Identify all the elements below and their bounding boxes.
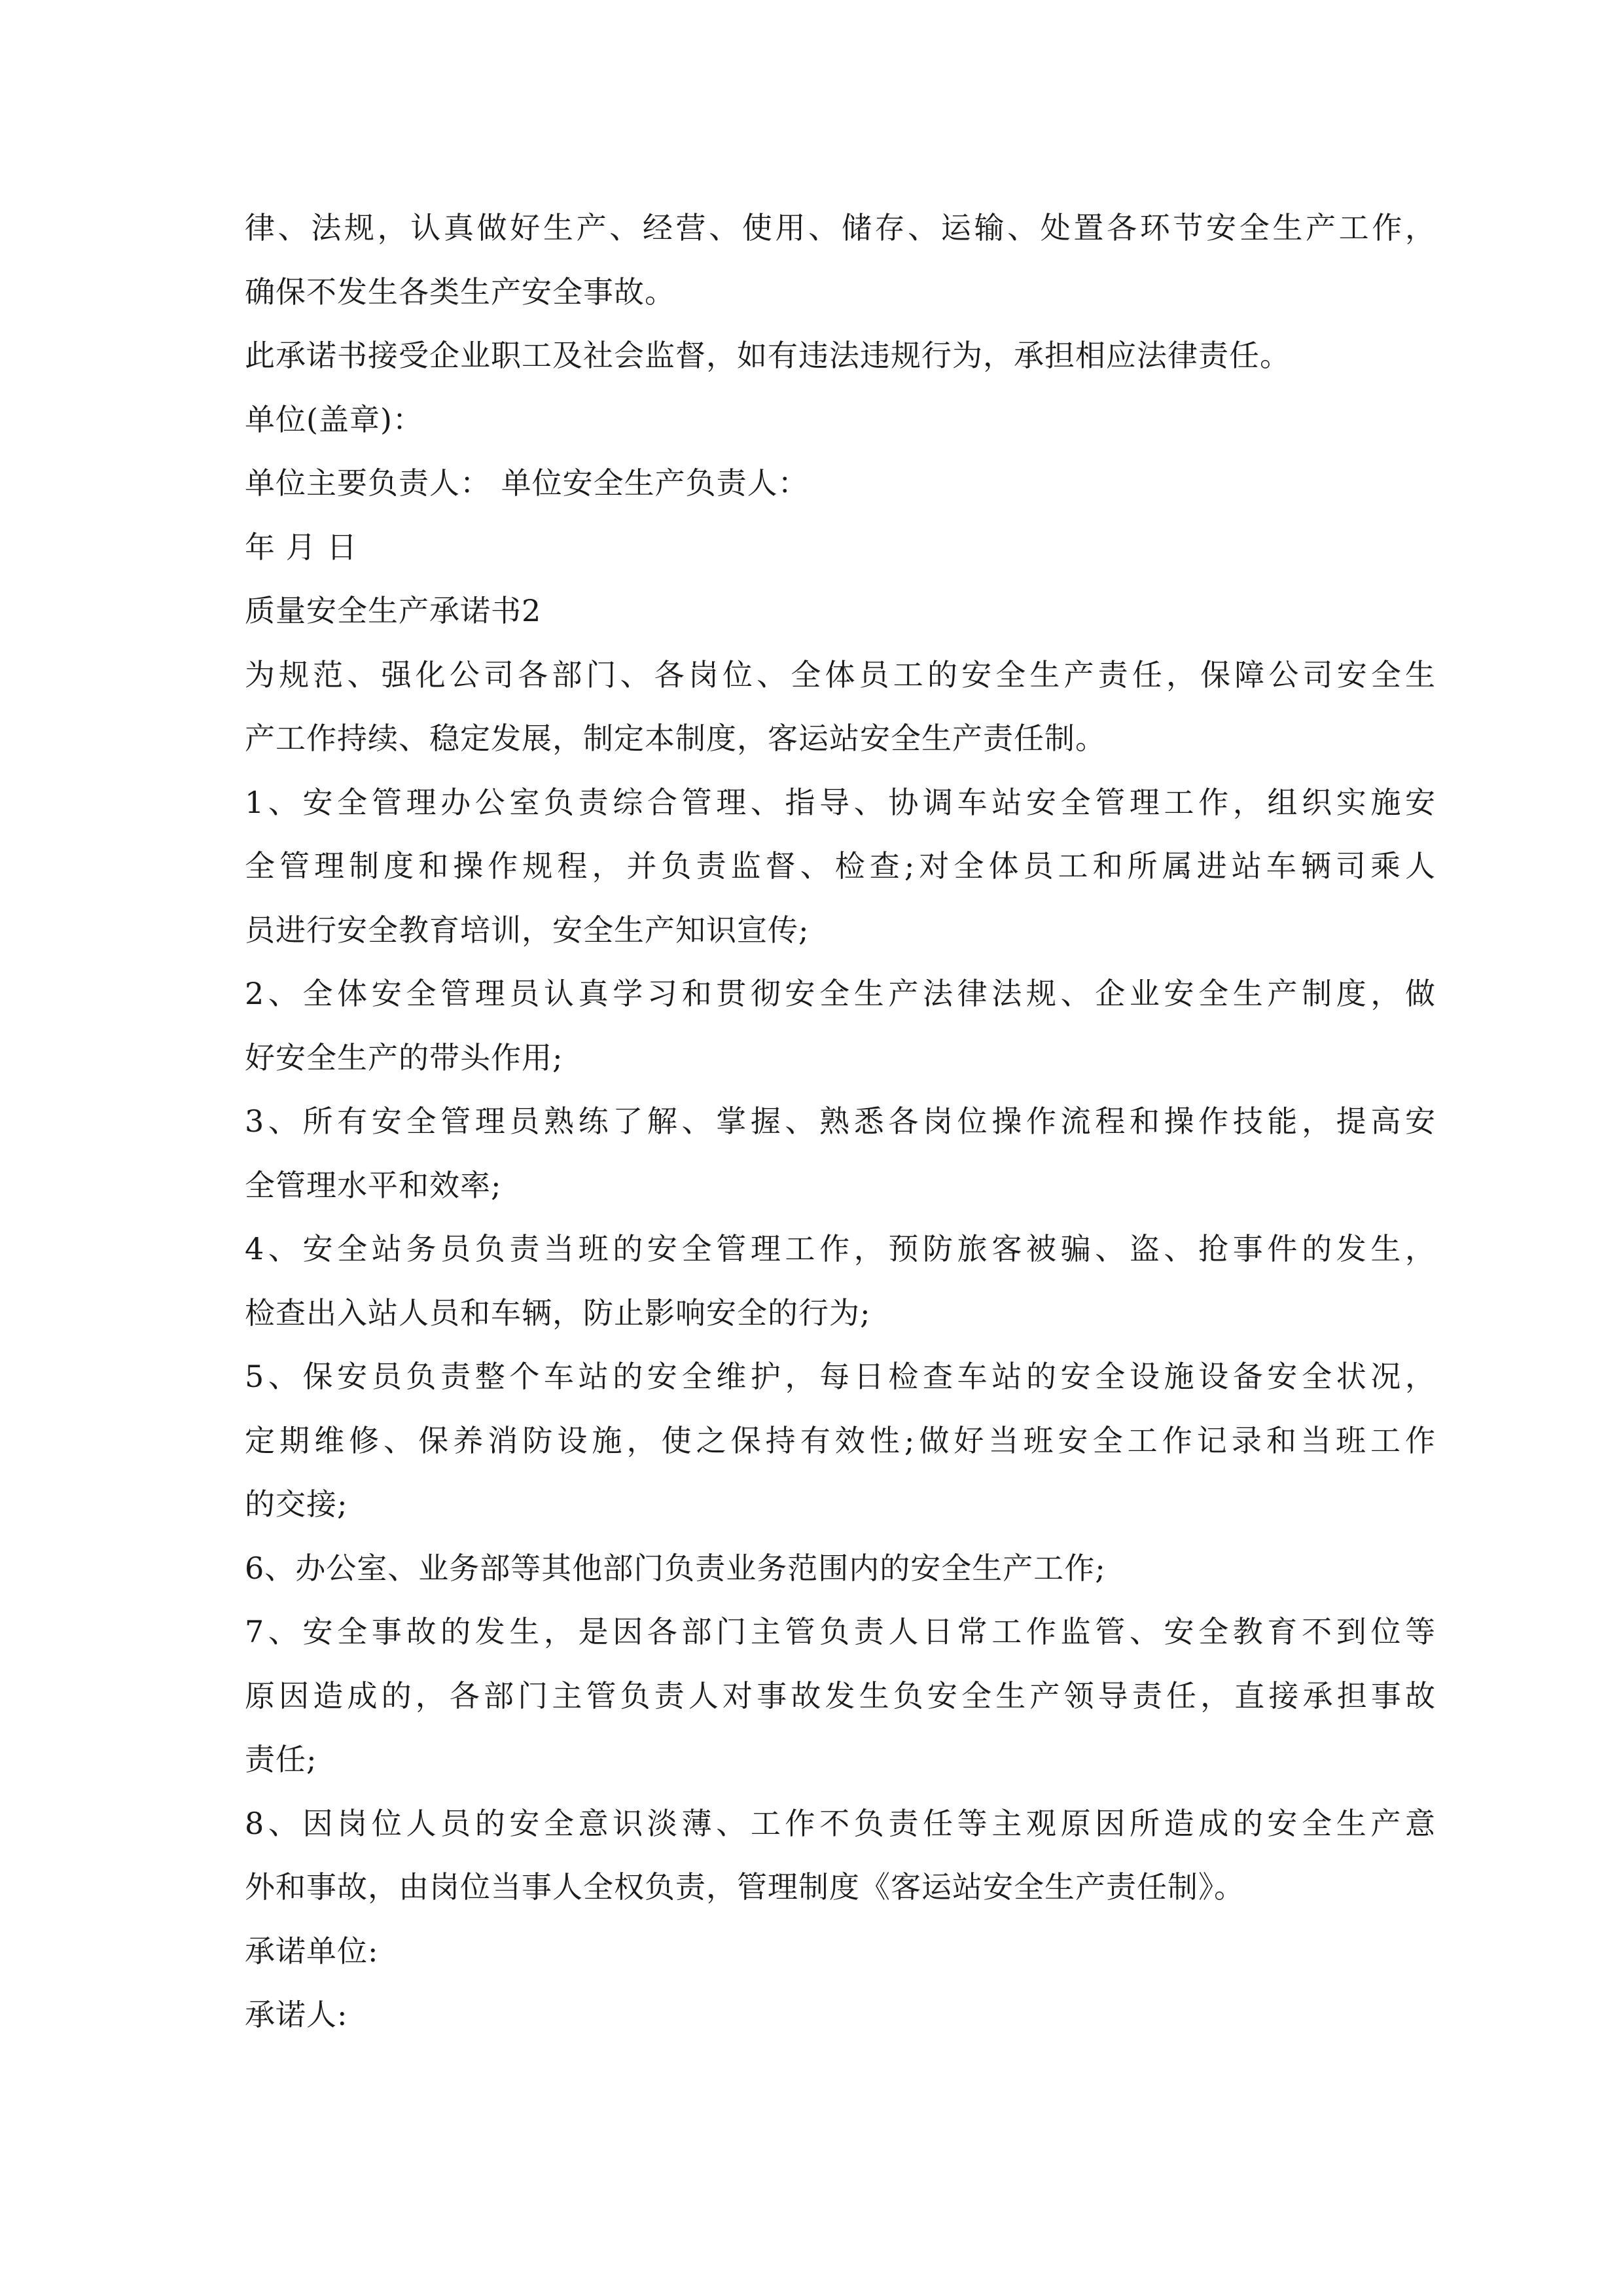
text-line: 4、安全站务员负责当班的安全管理工作，预防旅客被骗、盗、抢事件的发生，	[245, 1231, 1436, 1266]
text-line: 全管理制度和操作规程，并负责监督、检查;对全体员工和所属进站车辆司乘人	[245, 848, 1436, 884]
text-line: 单位主要负责人： 单位安全生产负责人：	[245, 465, 809, 501]
text-line: 检查出入站人员和车辆，防止影响安全的行为;	[245, 1295, 871, 1331]
text-line: 外和事故，由岗位当事人全权负责，管理制度《客运站安全生产责任制》。	[245, 1869, 1245, 1905]
text-line: 单位(盖章)：	[245, 401, 423, 437]
section-title: 质量安全生产承诺书2	[245, 593, 542, 628]
text-line: 承诺人:	[245, 1997, 348, 2032]
text-line: 为规范、强化公司各部门、各岗位、全体员工的安全生产责任，保障公司安全生	[245, 656, 1436, 692]
text-line: 年 月 日	[245, 529, 358, 565]
text-line: 3、所有安全管理员熟练了解、掌握、熟悉各岗位操作流程和操作技能，提高安	[245, 1103, 1436, 1139]
text-line: 8、因岗位人员的安全意识淡薄、工作不负责任等主观原因所造成的安全生产意	[245, 1805, 1436, 1841]
text-line: 5、保安员负责整个车站的安全维护，每日检查车站的安全设施设备安全状况，	[245, 1359, 1436, 1394]
document-body	[245, 196, 1436, 2047]
text-line: 此承诺书接受企业职工及社会监督，如有违法违规行为，承担相应法律责任。	[245, 338, 1291, 373]
text-line: 7、安全事故的发生，是因各部门主管负责人日常工作监管、安全教育不到位等	[245, 1614, 1436, 1649]
text-line: 好安全生产的带头作用;	[245, 1039, 563, 1075]
text-line: 全管理水平和效率;	[245, 1167, 502, 1203]
text-line: 产工作持续、稳定发展，制定本制度，客运站安全生产责任制。	[245, 721, 1106, 756]
text-line: 确保不发生各类生产安全事故。	[245, 274, 675, 310]
text-line: 原因造成的，各部门主管负责人对事故发生负安全生产领导责任，直接承担事故	[245, 1677, 1436, 1713]
text-line: 的交接;	[245, 1486, 348, 1522]
text-line: 责任;	[245, 1742, 317, 1777]
text-line: 员进行安全教育培训，安全生产知识宣传;	[245, 912, 810, 948]
text-line: 律、法规，认真做好生产、经营、使用、储存、运输、处置各环节安全生产工作，	[245, 210, 1436, 245]
text-line: 1、安全管理办公室负责综合管理、指导、协调车站安全管理工作，组织实施安	[245, 784, 1436, 820]
text-line: 2、全体安全管理员认真学习和贯彻安全生产法律法规、企业安全生产制度，做	[245, 976, 1436, 1011]
text-line: 承诺单位:	[245, 1933, 379, 1969]
text-line: 定期维修、保养消防设施，使之保持有效性;做好当班安全工作记录和当班工作	[245, 1422, 1436, 1458]
text-line: 6、办公室、业务部等其他部门负责业务范围内的安全生产工作;	[245, 1550, 1106, 1586]
